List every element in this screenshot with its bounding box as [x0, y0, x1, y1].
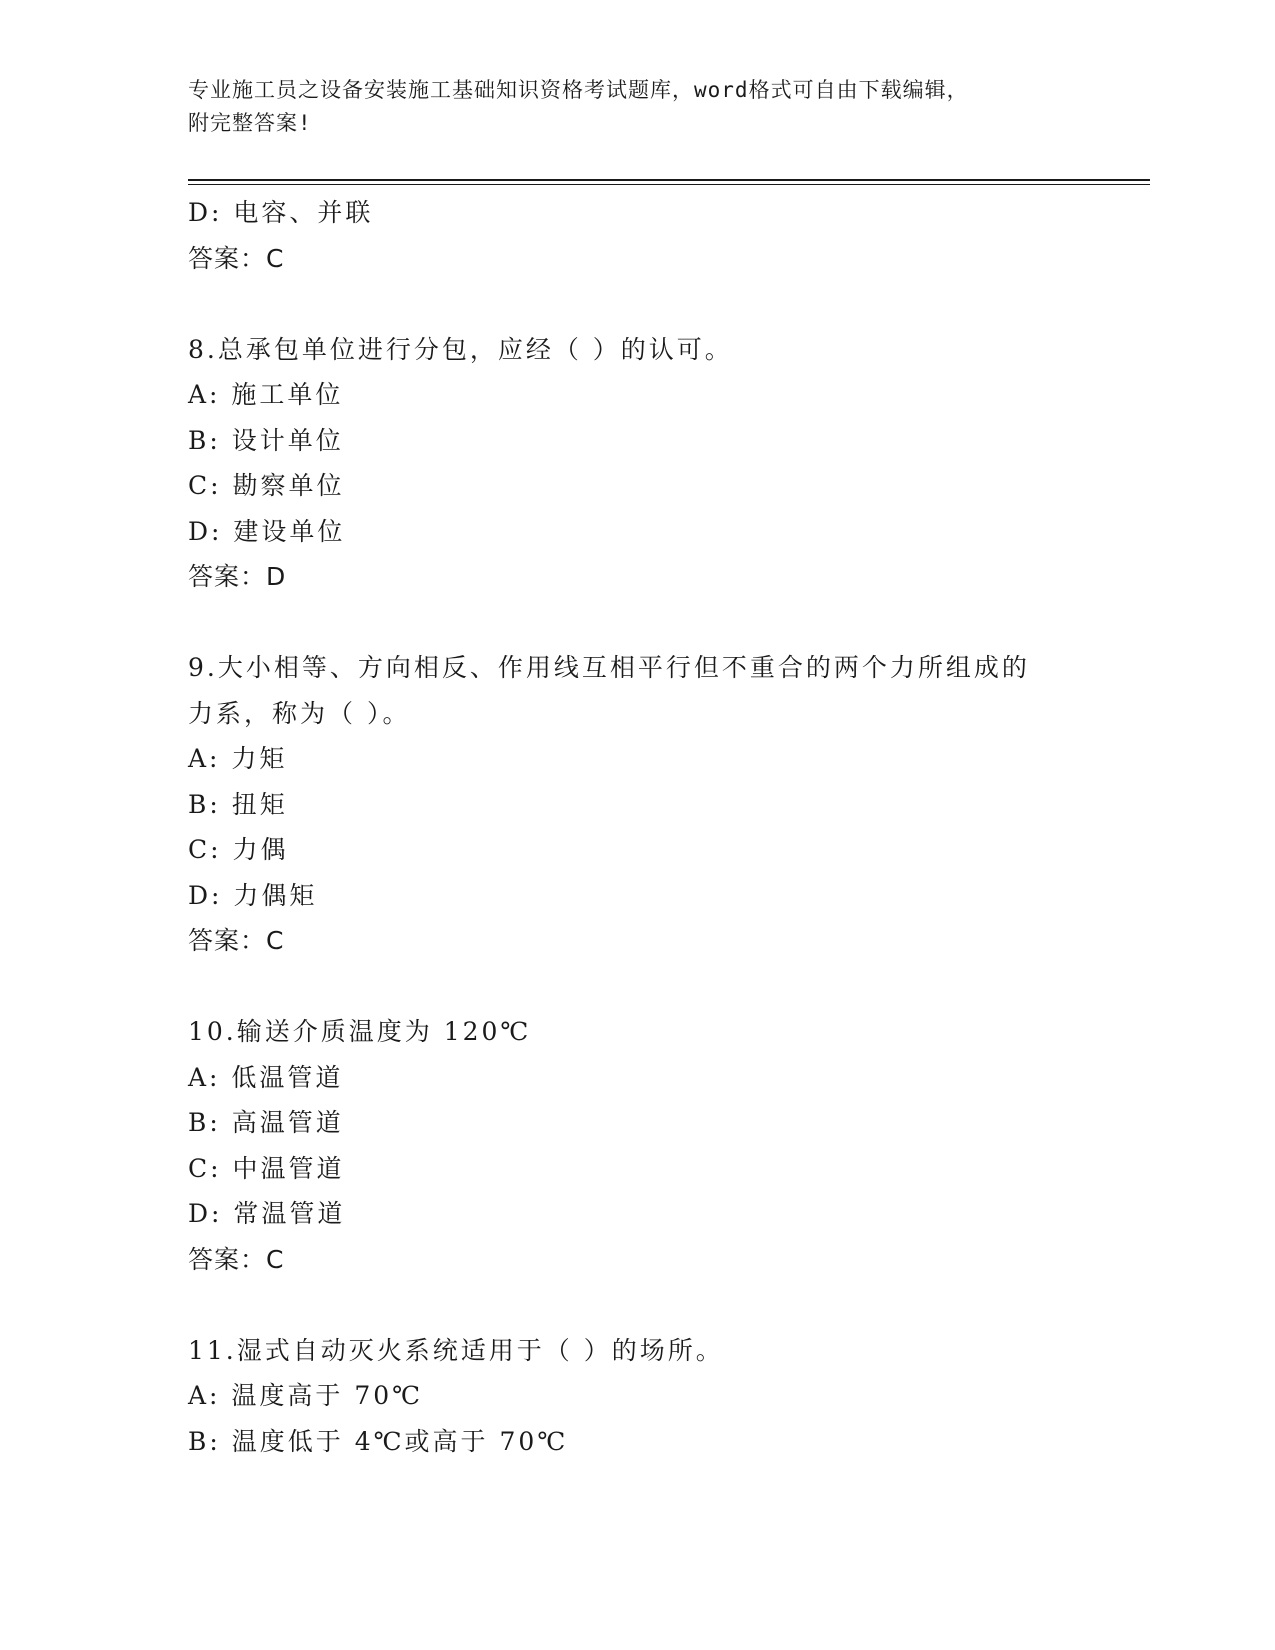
option-b: B: 设计单位: [188, 425, 344, 455]
option-b: B: 高温管道: [188, 1108, 344, 1137]
option-d: D: 建设单位: [188, 516, 346, 546]
option-a: A: 施工单位: [188, 380, 344, 409]
question-list: [188, 190, 1088, 1464]
header-divider-thin: [188, 184, 1150, 185]
option-b: B: 扭矩: [188, 789, 288, 819]
question-stem: 10.输送介质温度为 120℃: [188, 1017, 532, 1046]
question-spacer: [188, 964, 1088, 1010]
document-header: [188, 74, 1088, 140]
question-11: [188, 1328, 1088, 1465]
header-line-1: 专业施工员之设备安装施工基础知识资格考试题库，word格式可自由下载编辑，: [188, 78, 969, 102]
question-spacer: [188, 281, 1088, 327]
question-stem: 11.湿式自动灭火系统适用于（ ）的场所。: [188, 1335, 724, 1365]
answer-line: 答案：D: [188, 562, 287, 591]
answer-line: 答案：C: [188, 926, 285, 955]
option-b: B: 温度低于 4℃或高于 70℃: [188, 1426, 569, 1456]
option-c: C: 力偶: [188, 835, 289, 864]
option-a: A: 力矩: [188, 744, 288, 773]
answer-line: 答案：C: [188, 1244, 285, 1274]
question-8: [188, 327, 1088, 600]
question-stem: 8.总承包单位进行分包，应经（ ）的认可。: [188, 334, 733, 364]
option-c: C: 勘察单位: [188, 471, 345, 500]
option-a: A: 温度高于 70℃: [188, 1381, 424, 1410]
question-stem-line-1: 9.大小相等、方向相反、作用线互相平行但不重合的两个力所组成的: [188, 653, 1030, 682]
question-10: [188, 1009, 1088, 1282]
question-spacer: [188, 1282, 1088, 1328]
question-stem-line-2: 力系，称为（ ）。: [188, 698, 411, 728]
option-d: D: 力偶矩: [188, 880, 318, 910]
option-d: D: 电容、并联: [188, 198, 374, 227]
question-spacer: [188, 600, 1088, 646]
answer-line: 答案：C: [188, 243, 285, 273]
option-c: C: 中温管道: [188, 1153, 345, 1183]
option-d: D: 常温管道: [188, 1199, 346, 1228]
header-line-2: 附完整答案!: [188, 111, 312, 135]
question-7-tail: [188, 190, 1088, 281]
question-9: [188, 645, 1088, 964]
option-a: A: 低温管道: [188, 1062, 344, 1092]
header-divider-thick: [188, 179, 1150, 181]
